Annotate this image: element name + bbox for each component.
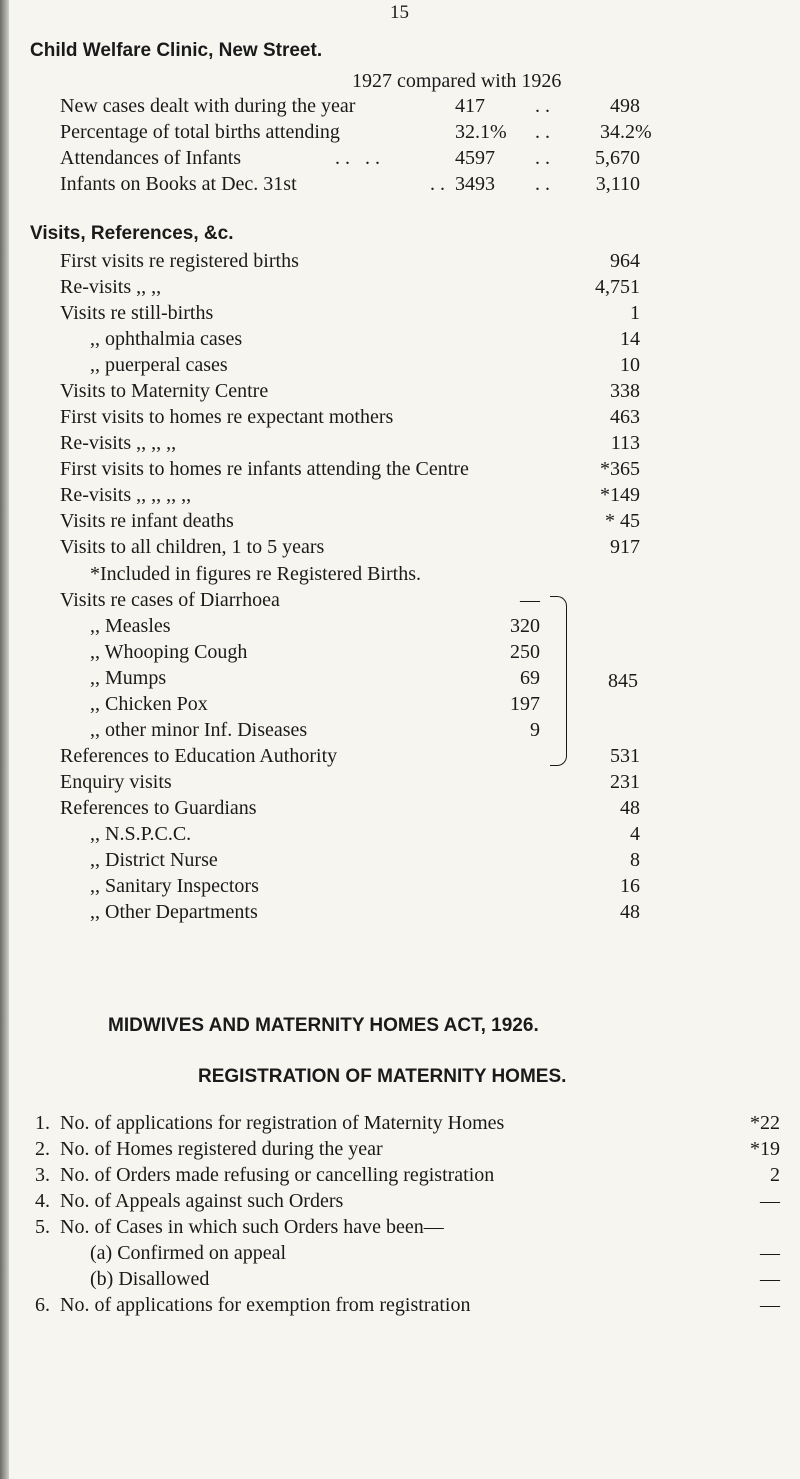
visit-row-value: *149: [600, 484, 640, 506]
clinic-row-1926: 5,670: [595, 147, 640, 169]
visit-row-value: 917: [610, 536, 640, 558]
visit-row-value: 338: [610, 380, 640, 402]
reference-row-label: ,, Other Departments: [90, 901, 258, 923]
registration-item-number: 5.: [35, 1216, 50, 1238]
registration-item-label: No. of Homes registered during the year: [60, 1138, 383, 1160]
registration-item-label: No. of applications for exemption from registration: [60, 1294, 471, 1316]
infectious-row-label: ,, other minor Inf. Diseases: [90, 719, 308, 741]
reference-row-label: ,, N.S.P.C.C.: [90, 823, 192, 845]
visit-row-value: 14: [620, 328, 640, 350]
reference-row-value: 48: [620, 797, 640, 819]
clinic-row-1926: 34.2%: [600, 121, 652, 143]
registration-item-label: (b) Disallowed: [90, 1268, 210, 1290]
visit-row-label: Visits re still-births: [60, 302, 214, 324]
visit-row-label: Re-visits ,, ,, ,,: [60, 432, 177, 454]
visit-row-value: 4,751: [595, 276, 640, 298]
infectious-row-value: 9: [530, 719, 540, 741]
registration-item-label: No. of Appeals against such Orders: [60, 1190, 344, 1212]
infectious-row-value: 69: [520, 667, 540, 689]
brace-bracket: [550, 596, 567, 766]
clinic-row-1927: 417: [455, 95, 485, 117]
visit-row-label: First visits to homes re expectant mothers: [60, 406, 394, 428]
registration-item-value: —: [760, 1190, 780, 1212]
clinic-row-1927: 4597: [455, 147, 495, 169]
registration-item-number: 3.: [35, 1164, 50, 1186]
infectious-row-label: ,, Measles: [90, 615, 171, 637]
reference-row-label: References to Guardians: [60, 797, 257, 819]
visit-row-label: Visits re infant deaths: [60, 510, 234, 532]
registration-item-number: 6.: [35, 1294, 50, 1316]
registration-item-number: 1.: [35, 1112, 50, 1134]
registration-item-number: 4.: [35, 1190, 50, 1212]
infectious-row-label: ,, Whooping Cough: [90, 641, 248, 663]
clinic-heading: Child Welfare Clinic, New Street.: [30, 40, 323, 61]
reference-row-value: 231: [610, 771, 640, 793]
clinic-row-1926: 498: [610, 95, 640, 117]
visit-row-label: Re-visits ,, ,, ,, ,,: [60, 484, 192, 506]
reference-row-label: ,, Sanitary Inspectors: [90, 875, 259, 897]
visit-row-value: 113: [610, 432, 640, 454]
registration-item-number: 2.: [35, 1138, 50, 1160]
registration-item-value: —: [760, 1268, 780, 1290]
registration-item-value: *22: [750, 1112, 780, 1134]
reference-row-value: 16: [620, 875, 640, 897]
infectious-row-label: ,, Chicken Pox: [90, 693, 208, 715]
midwives-heading: MIDWIVES AND MATERNITY HOMES ACT, 1926.: [108, 1015, 539, 1036]
visit-row-value: *365: [600, 458, 640, 480]
clinic-row-label: New cases dealt with during the year: [60, 95, 356, 117]
registration-item-label: (a) Confirmed on appeal: [90, 1242, 287, 1264]
registration-item-value: 2: [770, 1164, 780, 1186]
infectious-row-label: Visits re cases of Diarrhoea: [60, 589, 280, 611]
reference-row-value: 8: [630, 849, 640, 871]
reference-row-label: References to Education Authority: [60, 745, 338, 767]
clinic-row-1927: 32.1%: [455, 121, 507, 143]
reference-row-label: Enquiry visits: [60, 771, 172, 793]
infectious-row-value: —: [520, 589, 540, 611]
registration-item-value: —: [760, 1294, 780, 1316]
visit-row-value: 463: [610, 406, 640, 428]
visit-row-label: ,, puerperal cases: [90, 354, 228, 376]
reference-row-label: ,, District Nurse: [90, 849, 218, 871]
infectious-row-value: 197: [510, 693, 540, 715]
visit-row-label: Re-visits ,, ,,: [60, 276, 162, 298]
infectious-row-value: 320: [510, 615, 540, 637]
registration-item-value: —: [760, 1242, 780, 1264]
clinic-row-label: Attendances of Infants: [60, 147, 242, 169]
footnote: *Included in figures re Registered Births.: [90, 563, 422, 585]
clinic-row-1927: 3493: [455, 173, 495, 195]
page-number: 15: [390, 2, 409, 23]
visit-row-value: 10: [620, 354, 640, 376]
infectious-row-value: 250: [510, 641, 540, 663]
visit-row-value: * 45: [605, 510, 640, 532]
registration-item-label: No. of applications for registration of Maternity Homes: [60, 1112, 505, 1134]
visit-row-value: 964: [610, 250, 640, 272]
reference-row-value: 531: [610, 745, 640, 767]
visit-row-label: First visits re registered births: [60, 250, 299, 272]
reference-row-value: 48: [620, 901, 640, 923]
registration-item-value: *19: [750, 1138, 780, 1160]
registration-item-label: No. of Cases in which such Orders have been—: [60, 1216, 444, 1238]
registration-item-label: No. of Orders made refusing or cancelling registration: [60, 1164, 495, 1186]
comparison-header: 1927 compared with 1926: [352, 70, 562, 92]
reference-row-value: 4: [630, 823, 640, 845]
visit-row-value: 1: [630, 302, 640, 324]
midwives-subheading: REGISTRATION OF MATERNITY HOMES.: [198, 1066, 567, 1087]
visits-heading: Visits, References, &c.: [30, 223, 234, 244]
clinic-row-label: Infants on Books at Dec. 31st: [60, 173, 297, 195]
infectious-row-label: ,, Mumps: [90, 667, 167, 689]
visit-row-label: Visits to all children, 1 to 5 years: [60, 536, 325, 558]
visit-row-label: ,, ophthalmia cases: [90, 328, 243, 350]
page-edge: [0, 0, 9, 1479]
visit-row-label: Visits to Maternity Centre: [60, 380, 269, 402]
infectious-total: 845: [608, 670, 638, 692]
clinic-row-1926: 3,110: [595, 173, 640, 195]
visit-row-label: First visits to homes re infants attending the Centre: [60, 458, 469, 480]
clinic-row-label: Percentage of total births attending: [60, 121, 340, 143]
